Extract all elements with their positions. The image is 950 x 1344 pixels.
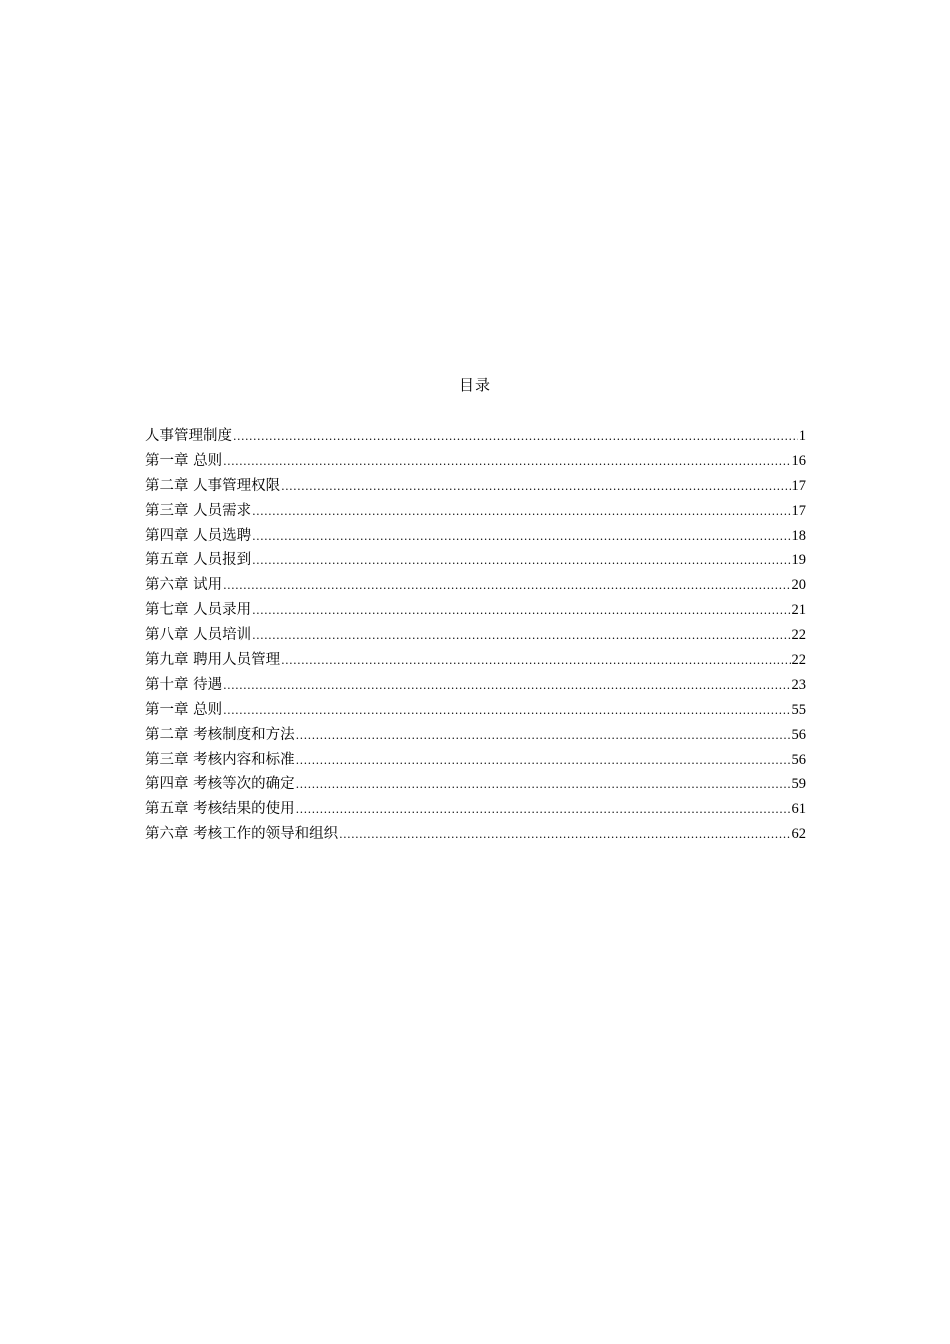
toc-entry-page: 17 xyxy=(791,502,806,519)
toc-entry-label: 第五章 人员报到 xyxy=(145,552,252,569)
toc-list xyxy=(145,424,806,847)
toc-leader-dots xyxy=(233,424,798,449)
toc-leader-dots xyxy=(252,623,790,648)
toc-entry-page: 1 xyxy=(798,428,806,444)
toc-entry[interactable] xyxy=(145,474,806,499)
toc-leader-dots xyxy=(281,474,790,499)
toc-entry[interactable] xyxy=(145,723,806,748)
toc-leader-dots xyxy=(296,723,791,748)
toc-entry-label: 第一章 总则 xyxy=(145,701,223,718)
toc-entry[interactable] xyxy=(145,772,806,797)
toc-entry-label: 第四章 人员选聘 xyxy=(145,527,252,544)
toc-leader-dots xyxy=(252,524,790,549)
toc-leader-dots xyxy=(296,797,791,822)
toc-entry[interactable] xyxy=(145,797,806,822)
toc-leader-dots xyxy=(252,548,790,573)
toc-leader-dots xyxy=(252,499,790,524)
toc-entry-label: 第八章 人员培训 xyxy=(145,627,252,644)
toc-entry-page: 16 xyxy=(791,452,806,469)
toc-leader-dots xyxy=(296,772,791,797)
toc-entry-page: 19 xyxy=(791,552,806,569)
toc-leader-dots xyxy=(223,449,790,474)
toc-entry-label: 第十章 待遇 xyxy=(145,676,223,693)
toc-entry[interactable] xyxy=(145,623,806,648)
toc-title: 目录 xyxy=(458,376,491,394)
toc-entry-page: 22 xyxy=(791,652,806,669)
toc-entry-label: 人事管理制度 xyxy=(145,428,232,444)
toc-entry[interactable] xyxy=(145,598,806,623)
toc-leader-dots xyxy=(339,822,790,847)
toc-entry[interactable] xyxy=(145,673,806,698)
toc-entry-label: 第二章 考核制度和方法 xyxy=(145,726,295,743)
toc-entry[interactable] xyxy=(145,698,806,723)
toc-leader-dots xyxy=(223,698,790,723)
toc-entry-page: 61 xyxy=(791,801,806,818)
toc-entry[interactable] xyxy=(145,524,806,549)
toc-entry-page: 18 xyxy=(791,527,806,544)
toc-entry-page: 20 xyxy=(791,577,806,594)
toc-entry[interactable] xyxy=(145,499,806,524)
toc-entry[interactable] xyxy=(145,548,806,573)
toc-entry[interactable] xyxy=(145,748,806,773)
toc-leader-dots xyxy=(296,748,791,773)
toc-leader-dots xyxy=(223,673,790,698)
toc-entry[interactable] xyxy=(145,573,806,598)
toc-entry-page: 17 xyxy=(791,477,806,494)
toc-entry-label: 第六章 试用 xyxy=(145,577,223,594)
toc-entry[interactable] xyxy=(145,648,806,673)
toc-entry-page: 56 xyxy=(791,751,806,768)
toc-entry-label: 第三章 人员需求 xyxy=(145,502,252,519)
toc-entry-page: 23 xyxy=(791,676,806,693)
toc-entry-label: 第二章 人事管理权限 xyxy=(145,477,281,494)
toc-entry-page: 55 xyxy=(791,701,806,718)
toc-entry-page: 62 xyxy=(791,826,806,843)
toc-entry[interactable] xyxy=(145,449,806,474)
toc-entry-label: 第九章 聘用人员管理 xyxy=(145,652,281,669)
toc-entry-label: 第四章 考核等次的确定 xyxy=(145,776,295,793)
toc-entry[interactable] xyxy=(145,424,806,449)
toc-leader-dots xyxy=(252,598,790,623)
toc-entry-label: 第三章 考核内容和标准 xyxy=(145,751,295,768)
toc-leader-dots xyxy=(281,648,790,673)
toc-leader-dots xyxy=(223,573,790,598)
toc-entry-label: 第六章 考核工作的领导和组织 xyxy=(145,826,339,843)
toc-entry-page: 22 xyxy=(791,627,806,644)
toc-entry-page: 21 xyxy=(791,602,806,619)
toc-entry-page: 59 xyxy=(791,776,806,793)
toc-entry-label: 第一章 总则 xyxy=(145,452,223,469)
toc-entry-label: 第五章 考核结果的使用 xyxy=(145,801,295,818)
toc-entry-label: 第七章 人员录用 xyxy=(145,602,252,619)
toc-entry[interactable] xyxy=(145,822,806,847)
toc-entry-page: 56 xyxy=(791,726,806,743)
